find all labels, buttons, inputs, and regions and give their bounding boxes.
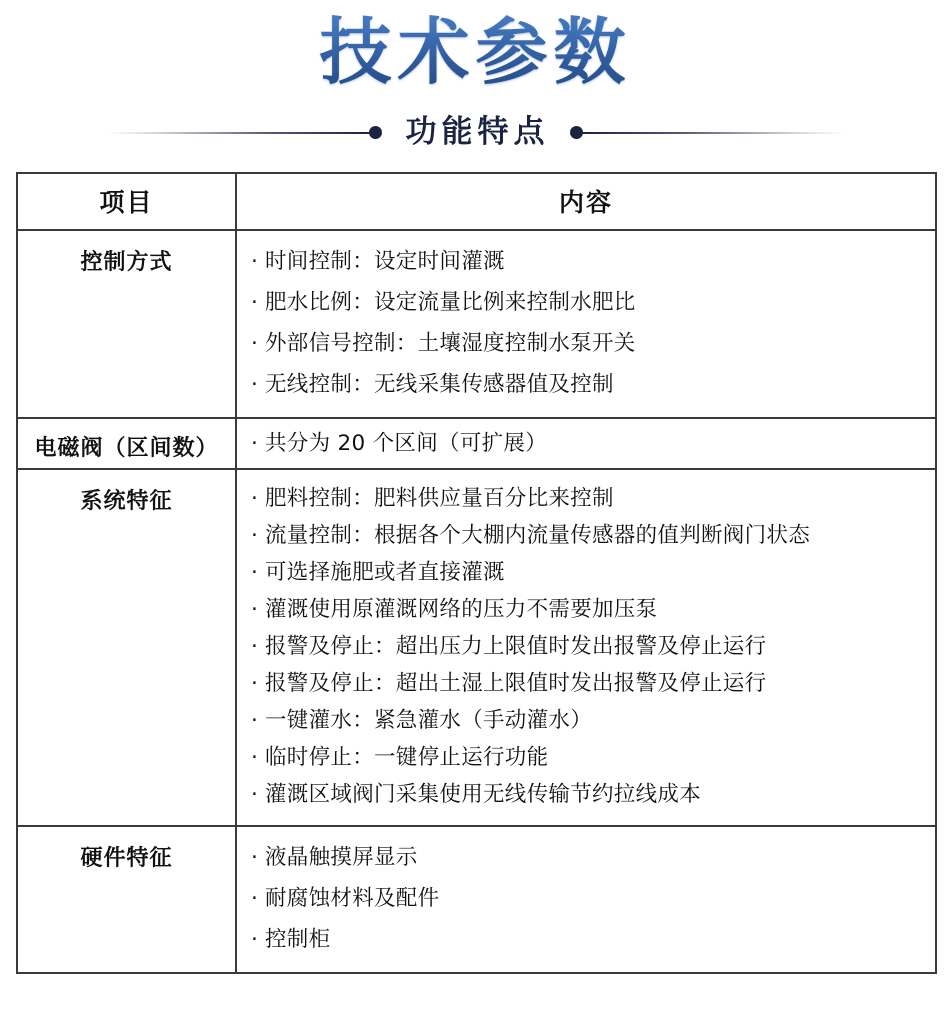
decorative-line-right: [582, 131, 844, 134]
list-item-text: 时间控制：设定时间灌溉: [265, 249, 505, 274]
list-item-text: 共分为 20 个区间（可扩展）: [265, 431, 548, 456]
column-header-content: 内容: [236, 173, 936, 230]
table-row: [17, 418, 936, 469]
list-item: [251, 554, 925, 591]
list-item-text: 灌溉区域阀门采集使用无线传输节约拉线成本: [265, 782, 702, 807]
bullet-dot-icon: ·: [251, 845, 259, 870]
row-item-label: 硬件特征: [17, 826, 236, 973]
row-item-label: 系统特征: [17, 469, 236, 826]
list-item: [251, 776, 925, 813]
specification-table: [16, 172, 937, 974]
bullet-list: [251, 837, 925, 960]
section-subtitle: 功能特点: [405, 114, 550, 150]
list-item-text: 灌溉使用原灌溉网络的压力不需要加压泵: [265, 597, 658, 622]
row-content: [236, 469, 936, 826]
list-item-text: 肥水比例：设定流量比例来控制水肥比: [265, 290, 636, 315]
row-item-label: 电磁阀（区间数）: [17, 418, 236, 469]
page-title-container: [0, 8, 951, 96]
list-item: [251, 323, 925, 364]
bullet-dot-icon: ·: [251, 927, 259, 952]
bullet-list: [251, 480, 925, 813]
row-content: [236, 826, 936, 973]
list-item: [251, 480, 925, 517]
bullet-dot-icon: ·: [251, 372, 259, 397]
row-content: [236, 230, 936, 418]
page-title: 技术参数: [319, 10, 632, 94]
bullet-dot-icon: ·: [251, 886, 259, 911]
decorative-line-right-bar: [582, 132, 844, 135]
decorative-line-left: [108, 131, 370, 134]
list-item: [251, 591, 925, 628]
section-subtitle-container: [0, 106, 951, 158]
bullet-dot-icon: ·: [251, 634, 259, 659]
bullet-dot-icon: ·: [251, 745, 259, 770]
bullet-dot-icon: ·: [251, 782, 259, 807]
list-item: [251, 628, 925, 665]
list-item-text: 流量控制：根据各个大棚内流量传感器的值判断阀门状态: [265, 523, 811, 548]
list-item-text: 无线控制：无线采集传感器值及控制: [265, 372, 614, 397]
bullet-dot-icon: ·: [251, 249, 259, 274]
list-item: [251, 837, 925, 878]
bullet-dot-icon: ·: [251, 486, 259, 511]
table-row: [17, 469, 936, 826]
bullet-dot-icon: ·: [251, 560, 259, 585]
list-item: [251, 241, 925, 282]
list-item: [251, 364, 925, 405]
list-item-text: 可选择施肥或者直接灌溉: [265, 560, 505, 585]
list-item: [251, 878, 925, 919]
list-item-text: 报警及停止：超出压力上限值时发出报警及停止运行: [265, 634, 767, 659]
list-item: [251, 739, 925, 776]
table-row: [17, 230, 936, 418]
bullet-dot-icon: ·: [251, 708, 259, 733]
list-item: [251, 919, 925, 960]
list-item: [251, 282, 925, 323]
table-header-row: [17, 173, 936, 230]
bullet-dot-icon: ·: [251, 431, 259, 456]
row-item-label: 控制方式: [17, 230, 236, 418]
bullet-dot-icon: ·: [251, 290, 259, 315]
bullet-dot-icon: ·: [251, 671, 259, 696]
decorative-dot-left-icon: [369, 126, 382, 139]
decorative-line-left-bar: [108, 132, 370, 135]
bullet-dot-icon: ·: [251, 331, 259, 356]
list-item: [251, 702, 925, 739]
list-item: [251, 665, 925, 702]
bullet-list: [251, 241, 925, 405]
table-row: [17, 826, 936, 973]
row-content: [236, 418, 936, 469]
list-item: [251, 430, 925, 457]
list-item-text: 外部信号控制：土壤湿度控制水泵开关: [265, 331, 636, 356]
list-item-text: 控制柜: [265, 927, 331, 952]
list-item-text: 耐腐蚀材料及配件: [265, 886, 440, 911]
list-item-text: 液晶触摸屏显示: [265, 845, 418, 870]
list-item-text: 一键灌水：紧急灌水（手动灌水）: [265, 708, 593, 733]
list-item-text: 肥料控制：肥料供应量百分比来控制: [265, 486, 614, 511]
column-header-item: 项目: [17, 173, 236, 230]
list-item-text: 报警及停止：超出土湿上限值时发出报警及停止运行: [265, 671, 767, 696]
bullet-dot-icon: ·: [251, 597, 259, 622]
list-item-text: 临时停止：一键停止运行功能: [265, 745, 549, 770]
bullet-dot-icon: ·: [251, 523, 259, 548]
list-item: [251, 517, 925, 554]
bullet-list: [251, 430, 925, 457]
